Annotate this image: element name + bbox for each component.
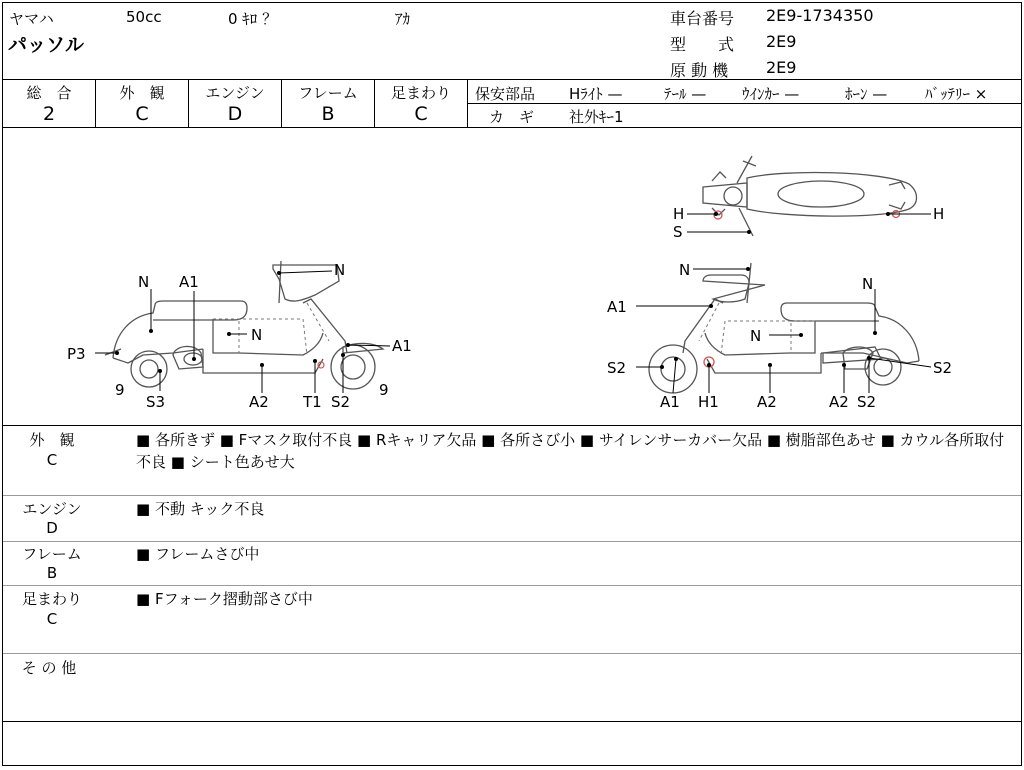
divider (3, 721, 1021, 722)
mileage: 0 ｷﾛ ？ (228, 10, 278, 28)
section-suspension-grade: C (46, 610, 58, 628)
divider (3, 585, 1021, 586)
scooter-diagrams (3, 3, 1022, 766)
label-right-a2-rear: A2 (829, 393, 849, 411)
label-right-a1-top: A1 (607, 298, 627, 316)
label-right-n-handle: N (679, 261, 691, 279)
grade-exterior-value: C (135, 103, 149, 125)
label-left-p3: P3 (67, 345, 86, 363)
grade-suspension-value: C (414, 103, 428, 125)
label-left-a1-front: A1 (392, 337, 412, 355)
safety-item-battery: ﾊﾞｯﾃﾘｰ × (925, 85, 988, 103)
label-top-h-left: H (673, 205, 685, 223)
label-left-n-floor: N (251, 326, 263, 344)
label-left-a2: A2 (249, 393, 269, 411)
label-top-h-right: H (933, 205, 945, 223)
color: ｱｶ (395, 10, 411, 28)
divider (3, 425, 1021, 426)
section-exterior-grade: C (46, 451, 58, 469)
divider (3, 541, 1021, 542)
grade-total-label: 総 合 (26, 84, 72, 102)
section-exterior-label: 外 観 (29, 431, 75, 449)
label-left-s3: S3 (146, 393, 166, 411)
safety-item-horn: ﾎｰﾝ — (845, 85, 888, 103)
label-right-n-seat: N (862, 275, 874, 293)
grade-exterior-label: 外 観 (119, 84, 165, 102)
safety-label: 保安部品 (475, 85, 536, 103)
safety-item-winker: ｳｲﾝｶｰ — (742, 85, 800, 103)
right-view-scooter (649, 263, 919, 393)
label-top-s: S (673, 223, 683, 241)
inspection-sheet (2, 2, 1022, 766)
label-left-9-front: 9 (379, 381, 389, 399)
type-value: 2E9 (766, 32, 797, 51)
divider (3, 653, 1021, 654)
section-engine-grade: D (46, 519, 58, 537)
label-left-n-handle: N (334, 261, 346, 279)
frame-no-label: 車台番号 (670, 9, 735, 28)
section-engine-text: ■ 不動 キック不良 (136, 500, 265, 518)
section-other-label: そ の 他 (21, 659, 77, 677)
divider (3, 495, 1021, 496)
key-label: カ ギ (489, 108, 535, 126)
section-exterior-text: ■ 各所きず ■ Fマスク取付不良 ■ Rキャリア欠品 ■ 各所さび小 ■ サイレンサーカバー欠品 ■ 樹脂部色あせ ■ カウル各所取付不良 ■ シート色あせ大 (136, 431, 1005, 471)
section-suspension-text: ■ Fフォーク摺動部さび中 (136, 590, 313, 608)
model-name: パッソル (8, 34, 85, 56)
label-right-a2: A2 (757, 393, 777, 411)
grade-frame-label: フレーム (298, 84, 358, 102)
label-right-s2-bottom: S2 (857, 393, 877, 411)
grade-frame-value: B (321, 103, 335, 125)
safety-item-tail: ﾃｰﾙ — (664, 85, 707, 103)
label-right-n-floor: N (750, 327, 762, 345)
grade-total-value: 2 (42, 103, 56, 125)
label-left-t1: T1 (303, 393, 322, 411)
section-engine-label: エンジン (22, 500, 82, 518)
grade-suspension-label: 足まわり (390, 84, 451, 102)
safety-item-headlight: Hﾗｲﾄ — (569, 85, 623, 103)
section-frame-grade: B (46, 564, 58, 582)
top-view-scooter (703, 156, 917, 236)
label-right-s2-rear: S2 (933, 359, 953, 377)
type-label: 型 式 (670, 35, 735, 54)
label-left-n-seat: N (138, 273, 150, 291)
grade-engine-label: エンジン (205, 84, 265, 102)
label-left-s2: S2 (331, 393, 351, 411)
section-frame-label: フレーム (22, 545, 82, 563)
section-suspension-label: 足まわり (21, 590, 82, 608)
label-right-a1-bottom: A1 (660, 393, 680, 411)
label-right-h1: H1 (698, 393, 719, 411)
section-frame-text: ■ フレームさび中 (136, 545, 260, 563)
engine-label: 原 動 機 (670, 61, 729, 80)
key-value: 社外ｷｰ1 (569, 108, 624, 126)
displacement: 50cc (126, 8, 162, 26)
label-right-s2-front: S2 (607, 359, 627, 377)
frame-no-value: 2E9-1734350 (766, 6, 874, 25)
grade-engine-value: D (227, 103, 243, 125)
maker: ヤマハ (9, 10, 54, 28)
label-left-a1-top: A1 (179, 273, 199, 291)
engine-value: 2E9 (766, 58, 797, 77)
label-left-9-rear: 9 (115, 381, 125, 399)
